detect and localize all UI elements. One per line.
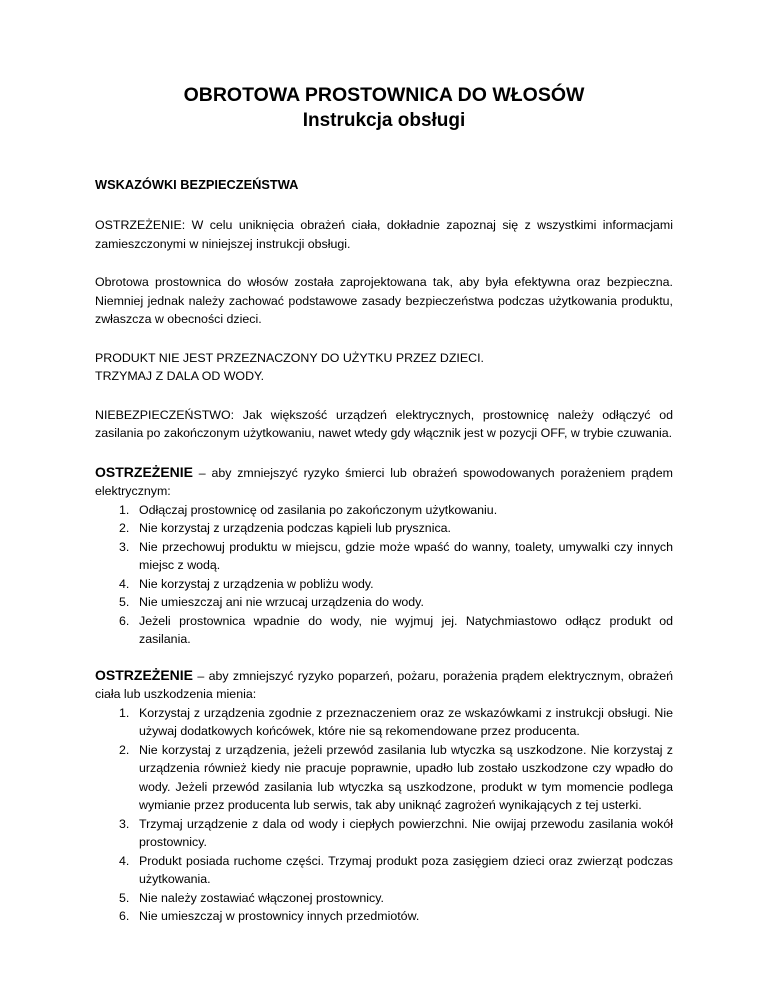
list-item-text: Nie przechowuj produktu w miejscu, gdzie może wpaść do wanny, toalety, umywalki czy innych miejsc z wodą. — [139, 539, 673, 572]
list-item — [119, 907, 673, 926]
warning-intro — [95, 666, 673, 704]
list-item-number: 2. — [119, 521, 130, 535]
intro-paragraph: Obrotowa prostownica do włosów została zaprojektowana tak, aby była efektywna oraz bezpieczna. Niemniej jednak należy zachować podstawowe zasady bezpieczeństwa podczas użytkowania produktu, zwłaszcza w obecności dzieci. — [95, 275, 673, 326]
list-item-text: Nie należy zostawiać włączonej prostownicy. — [139, 890, 384, 905]
notices-paragraph — [95, 349, 673, 386]
list-item-text: Jeżeli prostownica wpadnie do wody, nie wyjmuj jej. Natychmiastowo odłącz produkt od zasilania. — [139, 613, 673, 646]
list-item — [119, 593, 673, 612]
list-item-number: 5. — [119, 595, 130, 609]
list-item — [119, 501, 673, 520]
warning-intro — [95, 463, 673, 501]
list-item — [119, 741, 673, 815]
list-item-number: 3. — [119, 539, 130, 554]
list-item-number: 1. — [119, 705, 130, 720]
list-item-text: Nie umieszczaj ani nie wrzucaj urządzenia do wody. — [139, 595, 424, 609]
warning-lead: OSTRZEŻENIE — [95, 666, 194, 683]
list-item-text: Nie korzystaj z urządzenia, jeżeli przewód zasilania lub wtyczka są uszkodzone. Nie korzystaj z urządzenia również kiedy nie pracuje poprawnie, upadło lub zostało uszkodzone czy wpadło do wody. Jeżeli przewód zasilania lub wtyczka są uszkodzone, produkt w tym momencie podlega wymianie przez producenta lub serwis, tak aby uniknąć zagrożeń wynikających z tej usterki. — [139, 742, 673, 812]
title-block — [95, 83, 673, 133]
list-item — [119, 852, 673, 889]
list-item — [119, 612, 673, 649]
warning-list — [95, 501, 673, 649]
warning-intro-text: – aby zmniejszyć ryzyko śmierci lub obrażeń spowodowanych porażeniem prądem elektrycznym: — [95, 465, 673, 498]
list-item-text: Odłączaj prostownicę od zasilania po zakończonym użytkowaniu. — [139, 502, 498, 517]
document-title: OBROTOWA PROSTOWNICA DO WŁOSÓW — [183, 84, 585, 106]
danger-paragraph: NIEBEZPIECZEŃSTWO: Jak większość urządzeń elektrycznych, prostownicę należy odłączyć od zasilania po zakończonym użytkowaniu, nawet wtedy gdy włącznik jest w pozycji OFF, w trybie czuwania. — [95, 407, 673, 440]
list-item — [119, 519, 673, 538]
list-item — [119, 704, 673, 741]
list-item-number: 5. — [119, 890, 130, 905]
notice-children: PRODUKT NIE JEST PRZEZNACZONY DO UŻYTKU PRZEZ DZIECI. — [95, 350, 484, 365]
warning-paragraph: OSTRZEŻENIE: W celu uniknięcia obrażeń ciała, dokładnie zapoznaj się z wszystkimi informacjami zamieszczonymi w niniejszej instrukcji obsługi. — [95, 218, 673, 251]
list-item-number: 2. — [119, 742, 130, 757]
warning-list — [95, 704, 673, 926]
list-item-number: 1. — [119, 502, 130, 517]
list-item-text: Nie korzystaj z urządzenia podczas kąpieli lub prysznica. — [139, 521, 451, 535]
warning-section-burns — [95, 666, 673, 926]
list-item — [119, 815, 673, 852]
list-item-text: Nie korzystaj z urządzenia w pobliżu wody. — [139, 576, 374, 591]
list-item — [119, 889, 673, 908]
list-item — [119, 575, 673, 594]
safety-heading: WSKAZÓWKI BEZPIECZEŃSTWA — [95, 177, 299, 192]
list-item-number: 3. — [119, 816, 130, 831]
list-item-number: 4. — [119, 576, 130, 591]
warning-lead: OSTRZEŻENIE — [95, 463, 194, 480]
document-subtitle: Instrukcja obsługi — [302, 110, 466, 131]
warning-section-electric — [95, 463, 673, 649]
list-item-text: Nie umieszczaj w prostownicy innych przedmiotów. — [139, 909, 420, 923]
list-item-number: 6. — [119, 909, 130, 923]
notice-water: TRZYMAJ Z DALA OD WODY. — [95, 369, 265, 383]
list-item-number: 6. — [119, 613, 130, 628]
list-item-number: 4. — [119, 853, 130, 868]
list-item-text: Korzystaj z urządzenia zgodnie z przeznaczeniem oraz ze wskazówkami z instrukcji obsługi. Nie używaj dodatkowych końcówek, które nie są rekomendowane przez producenta. — [139, 705, 673, 738]
list-item-text: Produkt posiada ruchome części. Trzymaj produkt poza zasięgiem dzieci oraz zwierząt podczas użytkowania. — [139, 853, 673, 886]
list-item — [119, 538, 673, 575]
list-item-text: Trzymaj urządzenie z dala od wody i ciepłych powierzchni. Nie owijaj przewodu zasilania wokół prostownicy. — [139, 816, 673, 849]
warning-intro-text: – aby zmniejszyć ryzyko poparzeń, pożaru, porażenia prądem elektrycznym, obrażeń ciała lub uszkodzenia mienia: — [95, 668, 673, 701]
